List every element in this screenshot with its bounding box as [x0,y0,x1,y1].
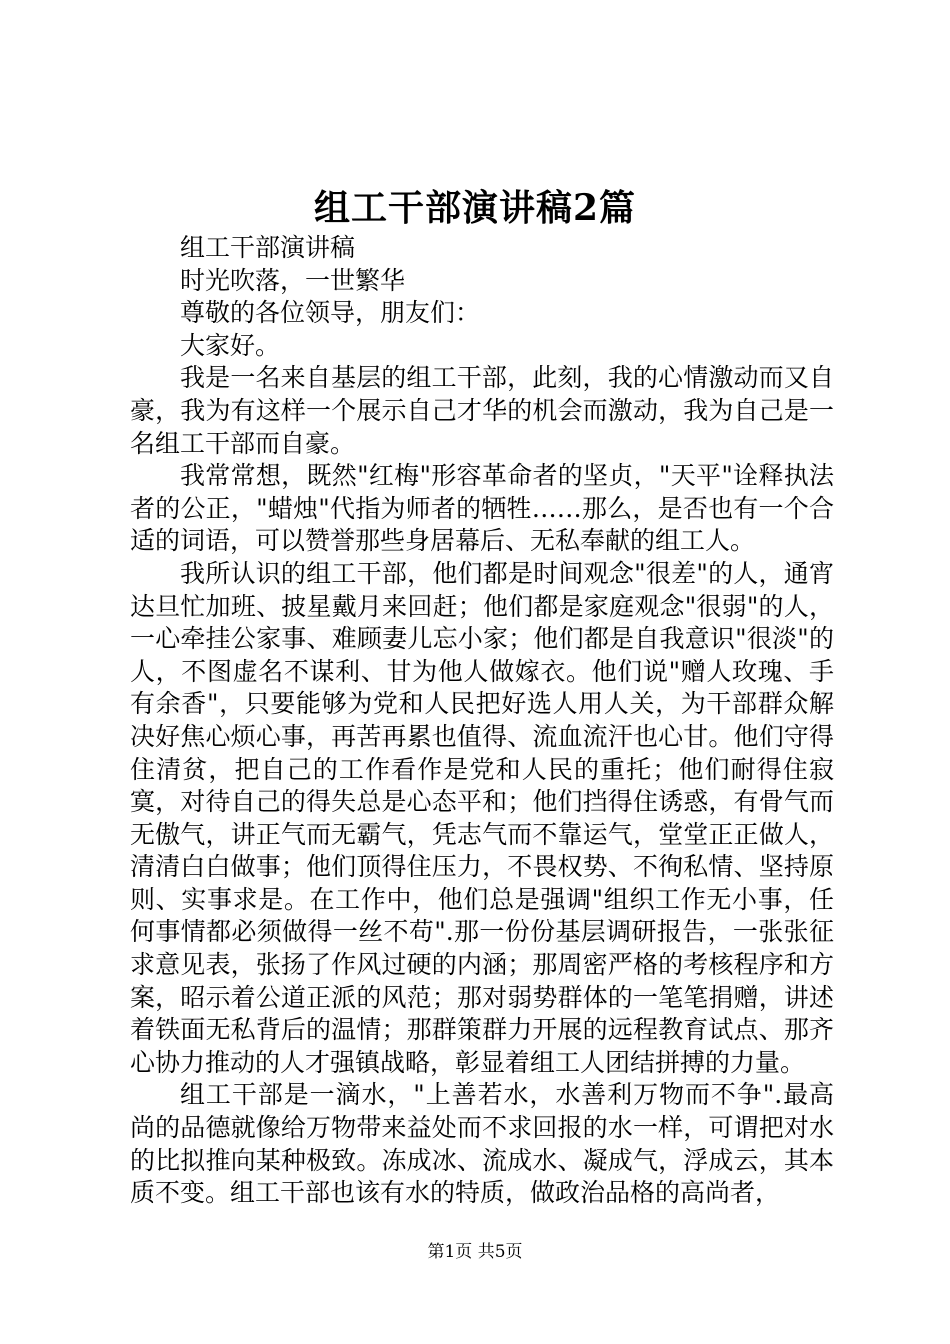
page-footer: 第1页 共5页 [427,1242,523,1262]
document-title: 组工干部演讲稿2篇 [313,187,637,229]
paragraph-salutation: 尊敬的各位领导，朋友们： [180,298,481,328]
paragraph-body: 我是一名来自基层的组工干部，此刻，我的心情激动而又自豪，我为有这样一个展示自己才华的机会而激动，我为自己是一名组工干部而自豪。 [130,363,834,458]
paragraph-greeting: 大家好。 [180,330,281,360]
paragraph-body: 组工干部是一滴水，"上善若水，水善利万物而不争".最高尚的品德就像给万物带来益处而不求回报的水一样，可谓把对水的比拟推向某种极致。冻成冰、流成水、凝成气，浮成云，其本质不变。组工干部也该有水的特质，做政治品格的高尚者， [130,1080,834,1208]
paragraph-body: 我常常想，既然"红梅"形容革命者的坚贞，"天平"诠释执法者的公正，"蜡烛"代指为师者的牺牲……那么，是否也有一个合适的词语，可以赞誉那些身居幕后、无私奉献的组工人。 [130,461,834,556]
document-body [130,232,834,1210]
paragraph-heading: 组工干部演讲稿 [180,233,356,262]
paragraph-body: 我所认识的组工干部，他们都是时间观念"很差"的人，通宵达旦忙加班、披星戴月来回赶；他们都是家庭观念"很弱"的人，一心牵挂公家事、难顾妻儿忘小家；他们都是自我意识"很淡"的人，不图虚名不谋利、甘为他人做嫁衣。他们说"赠人玫瑰、手有余香"，只要能够为党和人民把好选人用人关，为干部群众解决好焦心烦心事，再苦再累也值得、流血流汗也心甘。他们守得住清贫，把自己的工作看作是党和人民的重托；他们耐得住寂寞，对待自己的得失总是心态平和；他们挡得住诱惑，有骨气而无傲气，讲正气而无霸气，凭志气而不靠运气，堂堂正正做人，清清白白做事；他们顶得住压力，不畏权势、不徇私情、坚持原则、实事求是。在工作中，他们总是强调"组织工作无小事，任何事情都必须做得一丝不苟".那一份份基层调研报告，一张张征求意见表，张扬了作风过硬的内涵；那周密严格的考核程序和方案，昭示着公道正派的风范；那对弱势群体的一笔笔捐赠，讲述着铁面无私背后的温情；那群策群力开展的远程教育试点、那齐心协力推动的人才强镇战略，彰显着组工人团结拼搏的力量。 [130,558,834,1077]
paragraph-subtitle: 时光吹落，一世繁华 [180,265,406,295]
